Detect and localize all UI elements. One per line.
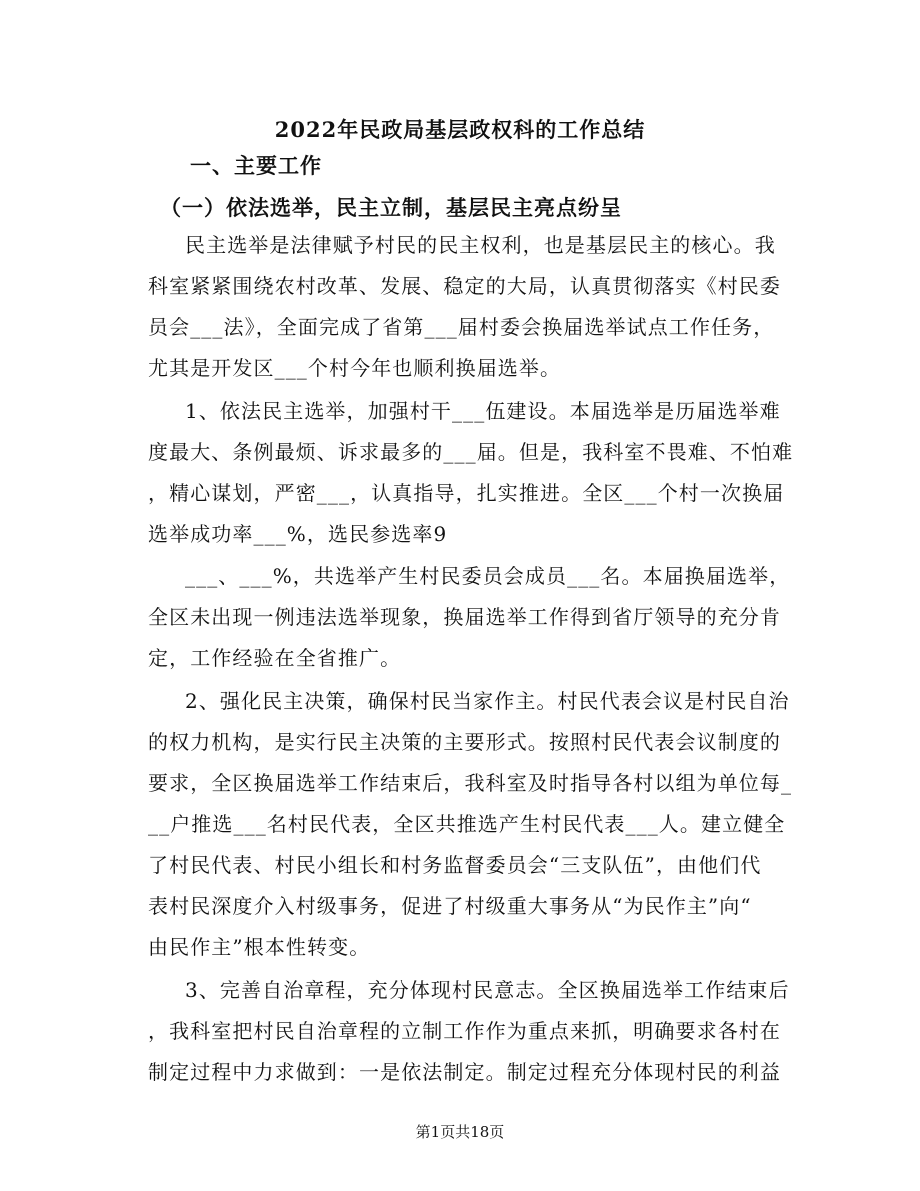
body-line: 尤其是开发区___个村今年也顺利换届选举。	[148, 356, 562, 380]
body-line: 全区未出现一例违法选举现象，换届选举工作得到省厅领导的充分肯	[148, 605, 781, 629]
body-line: 定，工作经验在全省推广。	[148, 646, 402, 670]
body-line: 科室紧紧围绕农村改革、发展、稳定的大局，认真贯彻落实《村民委	[148, 274, 781, 298]
body-line: 了村民代表、村民小组长和村务监督委员会“三支队伍”，由他们代	[148, 853, 762, 877]
body-line: 表村民深度介入村级事务，促进了村级重大事务从“为民作主”向“	[148, 894, 752, 918]
body-line: 1、依法民主选举，加强村干___伍建设。本届选举是历届选举难	[185, 399, 781, 423]
body-line: __户推选___名村民代表，全区共推选产生村民代表___人。建立健全	[148, 812, 786, 836]
body-line: 度最大、条例最烦、诉求最多的___届。但是，我科室不畏难、不怕难	[148, 440, 794, 464]
body-line: 要求，全区换届选举工作结束后，我科室及时指导各村以组为单位每_	[148, 771, 793, 795]
body-line: 制定过程中力求做到：一是依法制定。制定过程充分体现村民的利益	[148, 1060, 781, 1084]
body-line: ，精心谋划，严密___，认真指导，扎实推进。全区___个村一次换届	[148, 481, 785, 505]
body-line: 的权力机构，是实行民主决策的主要形式。按照村民代表会议制度的	[148, 730, 781, 754]
body-line: 由民作主”根本性转变。	[148, 935, 371, 959]
body-line: 2、强化民主决策，确保村民当家作主。村民代表会议是村民自治	[185, 689, 790, 713]
body-line: 3、完善自治章程，充分体现村民意志。全区换届选举工作结束后	[185, 978, 790, 1002]
document-title: 2022年民政局基层政权科的工作总结	[274, 117, 646, 142]
body-line: 员会___法》，全面完成了省第___届村委会换届选举试点工作任务，	[148, 315, 775, 339]
page-number: 第1页共18页	[415, 1123, 505, 1141]
section-heading: 一、主要工作	[190, 153, 322, 178]
body-line: ，我科室把村民自治章程的立制工作作为重点来抓，明确要求各村在	[148, 1019, 781, 1043]
body-line: 选举成功率___%，选民参选率9	[148, 522, 448, 546]
subsection-heading: （一）依法选举，民主立制，基层民主亮点纷呈	[160, 195, 622, 220]
body-line: ___、___%，共选举产生村民委员会成员___名。本届换届选举，	[185, 564, 791, 588]
body-line: 民主选举是法律赋予村民的民主权利，也是基层民主的核心。我	[185, 233, 776, 257]
